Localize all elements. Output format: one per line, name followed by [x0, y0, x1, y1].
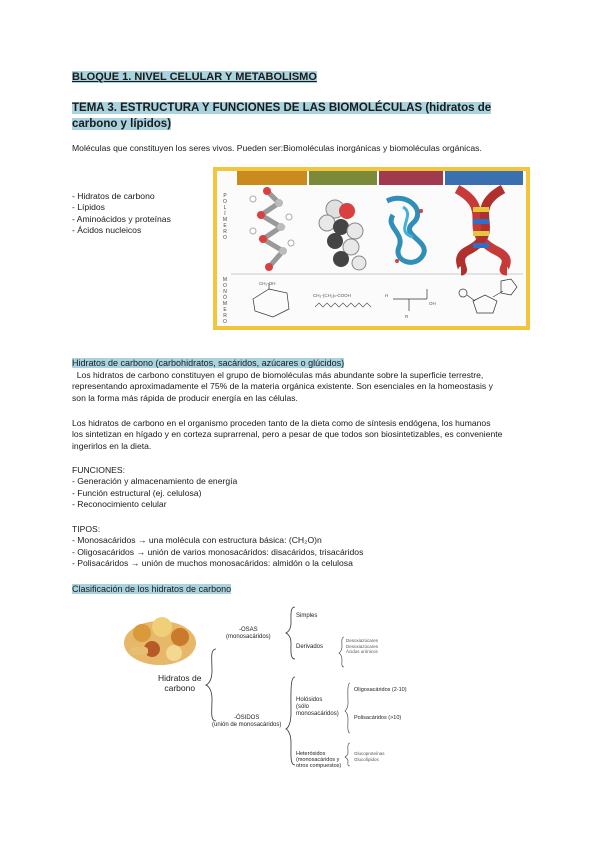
- list-item: - Oligosacáridos → unión de varios monosacáridos: disacáridos, trisacáridos: [72, 546, 364, 557]
- amino-r-label: R: [405, 314, 409, 319]
- lipid-molecule-model: [319, 200, 366, 270]
- block-title: BLOQUE 1. NIVEL CELULAR Y METABOLISMO: [72, 71, 317, 83]
- carbohydrate-food-image: [124, 617, 196, 665]
- list-item: - Aminoácidos y proteínas: [72, 213, 171, 224]
- list-item: - Lípidos: [72, 202, 105, 213]
- intro-text: Moléculas que constituyen los seres vivos. Pueden ser:Biomoléculas inorgánicas y biomoléculas orgánicas.: [72, 143, 482, 153]
- topic-title-text: TEMA 3. ESTRUCTURA Y FUNCIONES DE LAS BIOMOLÉCULAS (hidratos de carbono y lípidos): [72, 102, 492, 130]
- paragraph-line: Los hidratos de carbono constituyen el grupo de biomoléculas más abundante sobre la superficie terrestre,: [72, 370, 484, 380]
- heterosidos-node: Heterósidos (monosacáridos y otros compuestos): [296, 751, 342, 769]
- derivados-node: Derivados: [296, 644, 324, 650]
- biomolecule-illustrations: [217, 171, 526, 326]
- topic-title: [72, 100, 532, 132]
- classification-heading: [72, 584, 231, 594]
- row-label-monomer: M O N Ó M E R O: [222, 277, 228, 325]
- biomolecule-list: [72, 191, 171, 237]
- list-item: - Reconocimiento celular: [72, 499, 167, 510]
- polisacaridos-node: Polisacáridos (>10): [354, 715, 402, 721]
- amino-h-label: H: [385, 293, 389, 298]
- carbohydrates-heading-text: Hidratos de carbono (carbohidratos, sacáridos, azúcares o glúcidos): [72, 358, 345, 368]
- types-block: [72, 524, 363, 570]
- osidos-node: -ÓSIDOS (unión de monosacáridos): [212, 715, 282, 728]
- types-title: TIPOS:: [72, 524, 101, 534]
- amino-oh-label: OH: [429, 301, 436, 306]
- carbohydrates-paragraph-2: [72, 418, 552, 452]
- classification-root: Hidratos de carbono: [158, 673, 202, 693]
- paragraph-line: Los hidratos de carbono en el organismo proceden tanto de la dieta como de síntesis endógena, los humanos: [72, 418, 491, 428]
- list-item: - Polisacáridos → unión de muchos monosacáridos: almidón o la celulosa: [72, 558, 353, 569]
- functions-block: [72, 465, 237, 511]
- osas-node: -OSAS (monosacáridos): [226, 627, 271, 640]
- nucleotide-diagram: [459, 279, 517, 313]
- simples-node: Simples: [296, 613, 318, 619]
- biomolecule-figure: [213, 167, 530, 330]
- paragraph-line: los sintetizan en hígado y en corteza suprarrenal, pero a pesar de que todos son biosintetizables, es conveniente: [72, 429, 503, 440]
- paragraph-line: representando aproximadamente el 75% de la materia orgánica existente. Son esenciales en la homeostasis y: [72, 381, 493, 392]
- glucose-monomer-diagram: [253, 283, 289, 317]
- paragraph-line: son la forma más rápida de producir energía en las células.: [72, 392, 298, 403]
- row-label-polymer: P O L Í M E R O: [222, 193, 228, 241]
- holosidos-node: Holósidos (sólo monosacáridos): [296, 697, 339, 717]
- carbohydrates-paragraph-1: [72, 370, 552, 404]
- paragraph-line: ingerirlos en la dieta.: [72, 440, 152, 451]
- carb-label: CH₂-OH: [259, 281, 276, 286]
- list-item: - Función estructural (ej. celulosa): [72, 487, 202, 498]
- functions-title: FUNCIONES:: [72, 465, 125, 475]
- nucleic-acid-helix-model: [457, 189, 507, 271]
- list-item: - Ácidos nucleicos: [72, 225, 142, 236]
- carbohydrates-heading: [72, 358, 344, 368]
- protein-ribbon-model: [387, 198, 424, 263]
- list-item: - Hidratos de carbono: [72, 191, 155, 201]
- derivados-list: Desoxiazúcares Desoxiazúcares Ácidos urónicos: [346, 638, 379, 654]
- fatty-acid-chain-diagram: [315, 303, 371, 307]
- classification-heading-text: Clasificación de los hidratos de carbono: [72, 584, 232, 594]
- classification-diagram: [114, 603, 432, 768]
- lipid-formula-label: CH₃-(CH₂)ₙ-COOH: [313, 293, 351, 298]
- heterosidos-list: Glucoproteínas Glucolípidos: [354, 751, 385, 762]
- list-item: - Monosacáridos → una molécula con estructura básica: (CH₂O)n: [72, 535, 322, 546]
- oligosacaridos-node: Oligosacáridos (2-10): [354, 687, 407, 693]
- list-item: - Generación y almacenamiento de energía: [72, 476, 238, 487]
- carbohydrate-polymer-model: [250, 187, 294, 271]
- amino-acid-diagram: [393, 289, 427, 311]
